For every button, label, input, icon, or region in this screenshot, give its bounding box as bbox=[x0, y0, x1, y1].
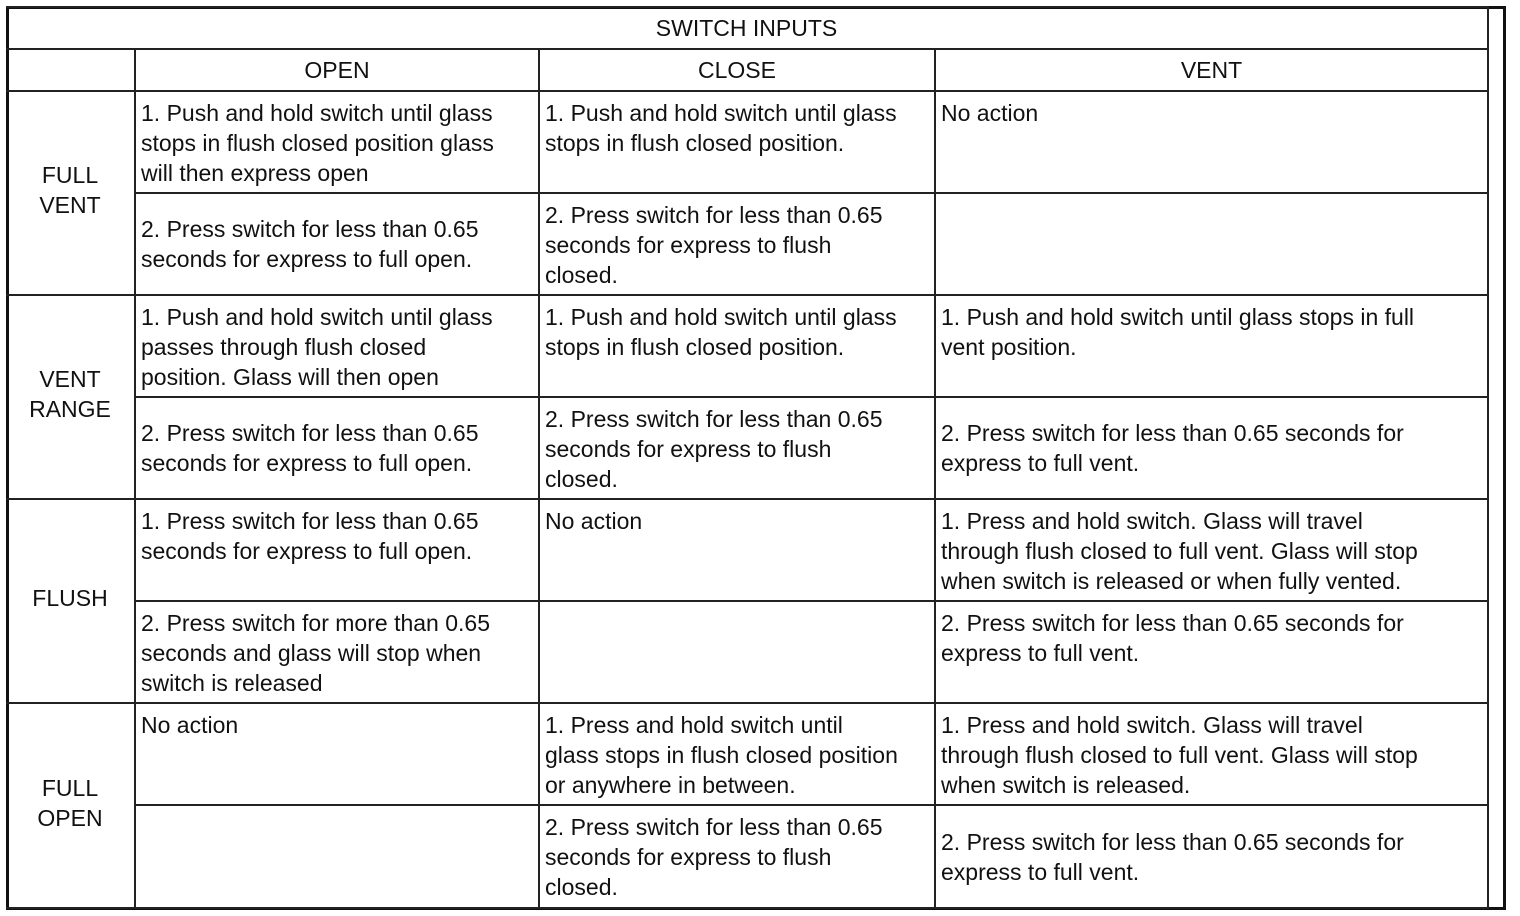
cell-vent-range-open-1: 1. Push and hold switch until glass passes through flush closed position. Glass will then open bbox=[135, 295, 539, 397]
cell-vent-range-vent-1: 1. Push and hold switch until glass stops in full vent position. bbox=[935, 295, 1488, 397]
column-header-vent: VENT bbox=[935, 49, 1488, 91]
switch-inputs-table bbox=[6, 6, 1489, 909]
row-header-vent-range: VENT RANGE bbox=[6, 295, 135, 499]
cell-flush-vent-2: 2. Press switch for less than 0.65 seconds for express to full vent. bbox=[935, 601, 1488, 703]
column-header-close: CLOSE bbox=[539, 49, 935, 91]
cell-full-vent-close-1: 1. Push and hold switch until glass stops in flush closed position. bbox=[539, 91, 935, 193]
cell-vent-range-vent-2: 2. Press switch for less than 0.65 seconds for express to full vent. bbox=[935, 397, 1488, 499]
cell-vent-range-close-2: 2. Press switch for less than 0.65 seconds for express to flush closed. bbox=[539, 397, 935, 499]
cell-full-open-open-1: No action bbox=[135, 703, 539, 805]
row-header-full-vent: FULL VENT bbox=[6, 91, 135, 295]
cell-full-open-close-2: 2. Press switch for less than 0.65 seconds for express to flush closed. bbox=[539, 805, 935, 908]
cell-flush-open-2: 2. Press switch for more than 0.65 seconds and glass will stop when switch is released bbox=[135, 601, 539, 703]
cell-flush-vent-1: 1. Press and hold switch. Glass will travel through flush closed to full vent. Glass will stop when switch is released or when fully vented. bbox=[935, 499, 1488, 601]
cell-full-open-vent-2: 2. Press switch for less than 0.65 seconds for express to full vent. bbox=[935, 805, 1488, 908]
row-header-flush: FLUSH bbox=[6, 499, 135, 703]
cell-full-open-open-2 bbox=[135, 805, 539, 908]
cell-flush-open-1: 1. Press switch for less than 0.65 seconds for express to full open. bbox=[135, 499, 539, 601]
row-header-full-open: FULL OPEN bbox=[6, 703, 135, 908]
cell-flush-close-2 bbox=[539, 601, 935, 703]
cell-full-open-close-1: 1. Press and hold switch until glass stops in flush closed position or anywhere in between. bbox=[539, 703, 935, 805]
cell-full-vent-vent-1: No action bbox=[935, 91, 1488, 193]
cell-flush-close-1: No action bbox=[539, 499, 935, 601]
cell-full-vent-vent-2 bbox=[935, 193, 1488, 295]
corner-cell bbox=[6, 49, 135, 91]
cell-vent-range-close-1: 1. Push and hold switch until glass stops in flush closed position. bbox=[539, 295, 935, 397]
table-title: SWITCH INPUTS bbox=[6, 7, 1488, 49]
cell-vent-range-open-2: 2. Press switch for less than 0.65 seconds for express to full open. bbox=[135, 397, 539, 499]
cell-full-vent-open-2: 2. Press switch for less than 0.65 seconds for express to full open. bbox=[135, 193, 539, 295]
cell-full-vent-close-2: 2. Press switch for less than 0.65 seconds for express to flush closed. bbox=[539, 193, 935, 295]
cell-full-open-vent-1: 1. Press and hold switch. Glass will travel through flush closed to full vent. Glass will stop when switch is released. bbox=[935, 703, 1488, 805]
column-header-open: OPEN bbox=[135, 49, 539, 91]
cell-full-vent-open-1: 1. Push and hold switch until glass stops in flush closed position glass will then express open bbox=[135, 91, 539, 193]
